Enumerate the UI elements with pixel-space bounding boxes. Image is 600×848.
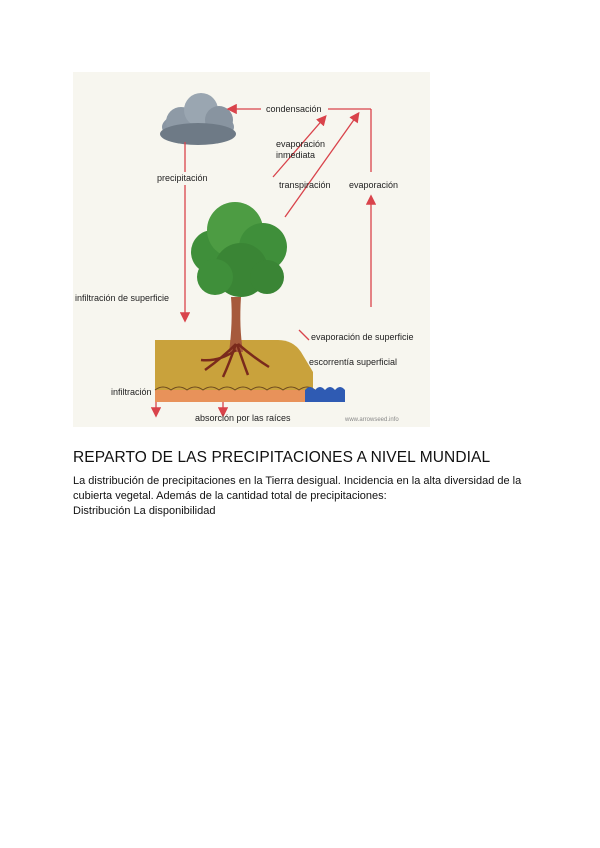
clay-layer: [155, 390, 313, 402]
label-root-absorption: absorción por las raíces: [195, 413, 291, 423]
cloud-icon: [160, 93, 236, 145]
transpiration-arrow: [285, 114, 358, 217]
label-surface-runoff: escorrentía superficial: [309, 357, 398, 367]
surface-evaporation-arrow: [299, 330, 309, 340]
label-condensation: condensación: [266, 104, 322, 114]
section-heading: REPARTO DE LAS PRECIPITACIONES A NIVEL MUNDIAL: [73, 449, 491, 466]
water-cycle-svg: [73, 72, 430, 427]
paragraph-line: cubierta vegetal. Además de la cantidad total de precipitaciones:: [73, 490, 387, 502]
body-paragraph: [73, 474, 533, 519]
paragraph-line: Distribución La disponibilidad: [73, 505, 216, 517]
label-precipitation: precipitación: [157, 173, 208, 183]
label-evaporation: evaporación: [349, 180, 399, 190]
paragraph-line: La distribución de precipitaciones en la Tierra desigual. Incidencia en la alta diversidad de la: [73, 475, 522, 487]
ground: [155, 340, 345, 402]
label-surface-evaporation: evaporación de superficie: [311, 332, 414, 342]
label-infiltration: infiltración: [111, 387, 152, 397]
water-cycle-diagram: [73, 72, 430, 427]
label-immediate-evaporation-2: inmediata: [276, 150, 316, 160]
label-surface-infiltration: infiltración de superficie: [75, 293, 170, 303]
water-body: [305, 387, 345, 402]
label-immediate-evaporation-1: evaporación: [276, 139, 326, 149]
label-transpiration: transpiración: [279, 180, 331, 190]
label-watermark: www.arrowseed.info: [345, 417, 399, 423]
